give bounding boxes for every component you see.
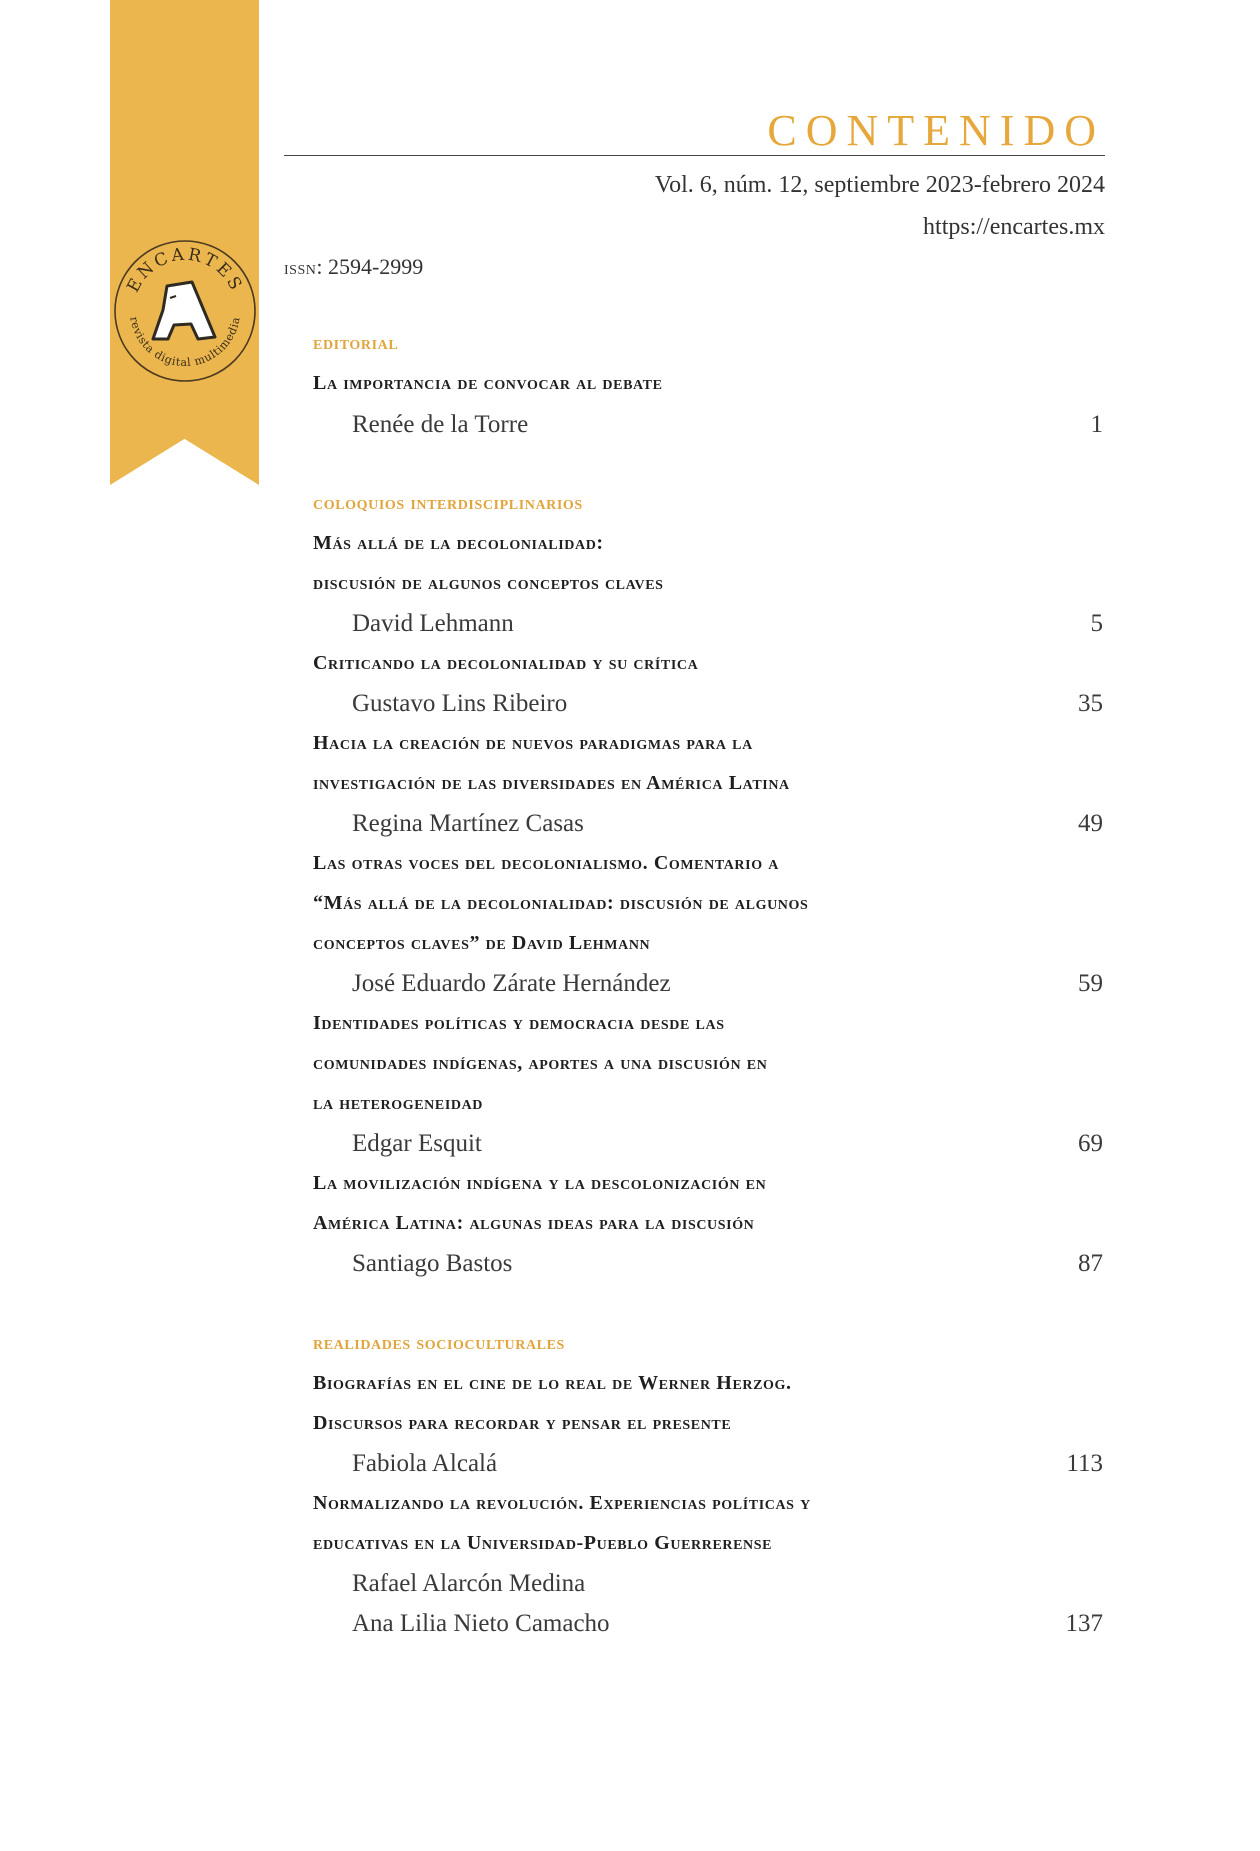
issn-label: issn: [284, 257, 317, 279]
toc-entry-author: David Lehmann: [352, 610, 514, 637]
toc-entry-page: 87: [1078, 1250, 1103, 1277]
toc-entry-author: Edgar Esquit: [352, 1130, 482, 1157]
toc-entry-title[interactable]: conceptos claves” de David Lehmann: [313, 932, 651, 954]
toc-entry-page: 49: [1078, 810, 1103, 837]
encartes-logo: [112, 238, 258, 384]
toc-entry-title[interactable]: “Más allá de la decolonialidad: discusión de algunos: [313, 892, 809, 914]
toc-entry-title[interactable]: educativas en la Universidad-Pueblo Guerrerense: [313, 1532, 773, 1554]
toc-entry-page: 1: [1090, 411, 1103, 438]
toc-entry-page: 5: [1090, 610, 1103, 637]
toc-entry-title[interactable]: Criticando la decolonialidad y su crítica: [313, 652, 699, 674]
logo-brand-text: ENCARTES: [123, 244, 247, 296]
toc-entry-author: Gustavo Lins Ribeiro: [352, 690, 568, 717]
toc-entry-title[interactable]: América Latina: algunas ideas para la discusión: [313, 1212, 755, 1234]
toc-entry-title[interactable]: discusión de algunos conceptos claves: [313, 572, 664, 594]
toc-entry-page: 113: [1066, 1450, 1103, 1477]
volume-info: Vol. 6, núm. 12, septiembre 2023-febrero 2024: [654, 172, 1105, 198]
toc-entry-author: Santiago Bastos: [352, 1250, 513, 1277]
section-heading-realidades: realidades socioculturales: [313, 1332, 565, 1354]
toc-entry-page: 69: [1078, 1130, 1103, 1157]
toc-entry-title[interactable]: La importancia de convocar al debate: [313, 372, 663, 394]
page-title: CONTENIDO: [767, 106, 1105, 155]
issn-value: : 2594-2999: [316, 254, 424, 279]
toc-entry-title[interactable]: investigación de las diversidades en América Latina: [313, 772, 790, 794]
section-heading-editorial: editorial: [313, 332, 399, 354]
toc-entry-page: 59: [1078, 970, 1103, 997]
journal-url[interactable]: https://encartes.mx: [923, 214, 1105, 240]
toc-entry-title[interactable]: Las otras voces del decolonialismo. Comentario a: [313, 852, 779, 874]
toc-entry-author: Regina Martínez Casas: [352, 810, 584, 837]
logo-tagline-text: revista digital multimedia: [127, 315, 243, 370]
toc-entry-title[interactable]: comunidades indígenas, aportes a una discusión en: [313, 1052, 768, 1074]
issn: [284, 254, 423, 280]
toc-entry-page: 137: [1065, 1610, 1103, 1637]
header-divider: [284, 155, 1105, 156]
toc-entry-author: Rafael Alarcón Medina: [352, 1570, 586, 1597]
toc-entry-author: Renée de la Torre: [352, 411, 529, 438]
toc-entry-author: José Eduardo Zárate Hernández: [352, 970, 671, 997]
toc-entry-title[interactable]: Más allá de la decolonialidad:: [313, 532, 604, 554]
toc-entry-author: Ana Lilia Nieto Camacho: [352, 1610, 610, 1637]
toc-entry-title[interactable]: la heterogeneidad: [313, 1092, 484, 1114]
toc-entry-title[interactable]: La movilización indígena y la descolonización en: [313, 1172, 767, 1194]
toc-entry-title[interactable]: Normalizando la revolución. Experiencias políticas y: [313, 1492, 811, 1514]
toc-entry-author: Fabiola Alcalá: [352, 1450, 498, 1477]
toc-entry-page: 35: [1078, 690, 1103, 717]
section-heading-coloquios: coloquios interdisciplinarios: [313, 492, 583, 514]
toc-entry-title[interactable]: Hacia la creación de nuevos paradigmas para la: [313, 732, 753, 754]
toc-entry-title[interactable]: Discursos para recordar y pensar el presente: [313, 1412, 732, 1434]
toc-entry-title[interactable]: Identidades políticas y democracia desde las: [313, 1012, 725, 1034]
toc-entry-title[interactable]: Biografías en el cine de lo real de Werner Herzog.: [313, 1372, 792, 1394]
